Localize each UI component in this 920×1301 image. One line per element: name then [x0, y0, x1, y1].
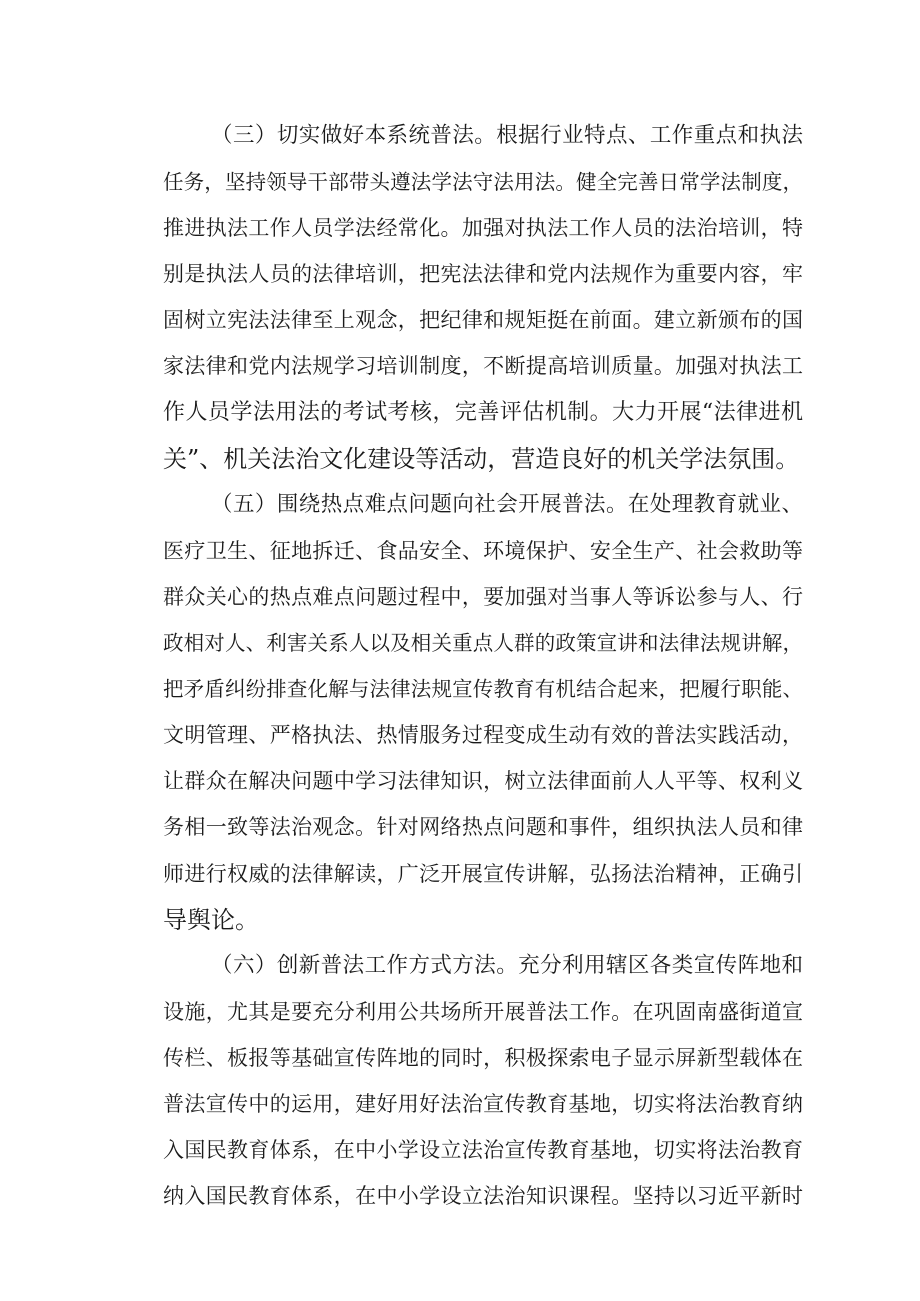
paragraph-first-line: （六）创新普法工作方式方法。充分利用辖区各类宣传阵地和	[211, 952, 803, 978]
text-line: 群众关心的热点难点问题过程中，要加强对当事人等诉讼参与人、行	[163, 584, 803, 609]
text-line: 别是执法人员的法律培训，把宪法法律和党内法规作为重要内容，牢	[163, 262, 803, 287]
document-body	[163, 113, 803, 1219]
text-line: 政相对人、利害关系人以及相关重点人群的政策宣讲和法律法规讲解，	[163, 631, 803, 656]
text-line: 任务，坚持领导干部带头遵法学法守法用法。健全完善日常学法制度，	[163, 170, 803, 195]
text-line: 务相一致等法治观念。针对网络热点问题和事件，组织执法人员和律	[163, 815, 803, 840]
text-line: 普法宣传中的运用，建好用好法治宣传教育基地，切实将法治教育纳	[163, 1091, 803, 1116]
text-line: 关”、机关法治文化建设等活动，营造良好的机关学法氛围。	[163, 444, 800, 473]
text-line: 文明管理、严格执法、热情服务过程变成生动有效的普法实践活动，	[163, 723, 803, 748]
text-line: 让群众在解决问题中学习法律知识，树立法律面前人人平等、权利义	[163, 769, 803, 794]
text-line: 把矛盾纠纷排查化解与法律法规宣传教育有机结合起来，把履行职能、	[163, 677, 803, 702]
text-line: 医疗卫生、征地拆迁、食品安全、环境保护、安全生产、社会救助等	[163, 538, 803, 563]
text-line: 纳入国民教育体系，在中小学设立法治知识课程。坚持以习近平新时	[163, 1184, 803, 1209]
text-line: 导舆论。	[163, 905, 259, 934]
paragraph-first-line: （五）围绕热点难点问题向社会开展普法。在处理教育就业、	[211, 491, 803, 517]
text-line: 固树立宪法法律至上观念，把纪律和规矩挺在前面。建立新颁布的国	[163, 308, 803, 333]
text-line: 师进行权威的法律解读，广泛开展宣传讲解，弘扬法治精神，正确引	[163, 861, 803, 886]
text-line: 设施，尤其是要充分利用公共场所开展普法工作。在巩固南盛街道宣	[163, 999, 803, 1024]
text-line: 传栏、板报等基础宣传阵地的同时，积极探索电子显示屏新型载体在	[163, 1045, 803, 1070]
text-line: 家法律和党内法规学习培训制度，不断提高培训质量。加强对执法工	[163, 354, 803, 379]
text-line: 作人员学法用法的考试考核，完善评估机制。大力开展“法律进机	[163, 399, 803, 425]
text-line: 入国民教育体系，在中小学设立法治宣传教育基地，切实将法治教育	[163, 1138, 803, 1163]
paragraph-first-line: （三）切实做好本系统普法。根据行业特点、工作重点和执法	[211, 123, 803, 148]
text-line: 推进执法工作人员学法经常化。加强对执法工作人员的法治培训，特	[163, 216, 803, 241]
